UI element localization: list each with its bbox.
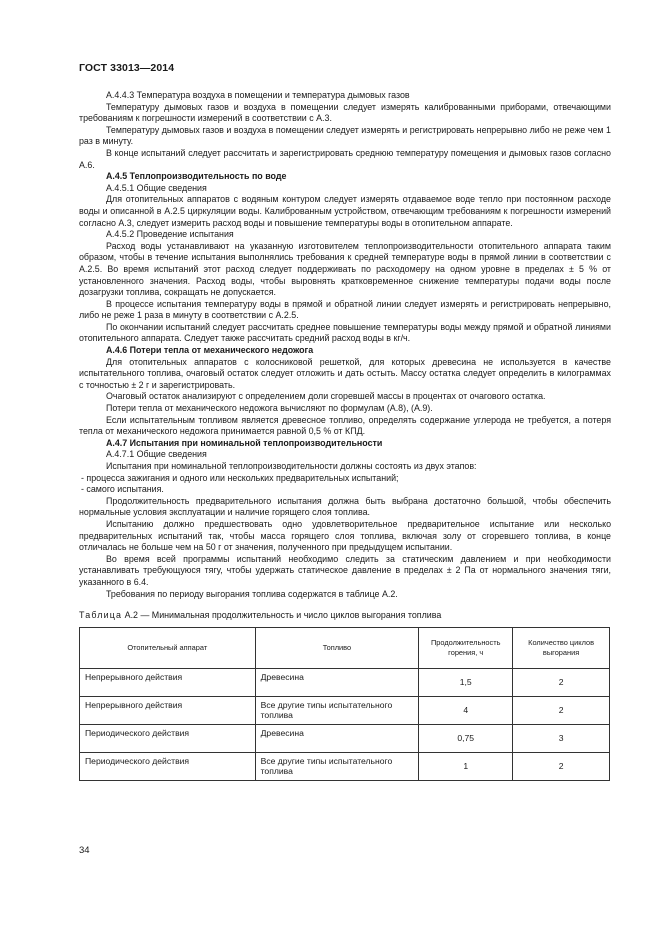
paragraph: Очаговый остаток анализируют с определением доли сгоревшей массы в процентах от очагового остатка.	[106, 391, 546, 402]
paragraph: Продолжительность предварительного испытания должна быть выбрана достаточно большой, чтобы обеспечить нормальные условия эксплуатации и наличие горящего слоя топлива.	[79, 495, 611, 518]
table-caption-label: Таблица	[79, 610, 123, 621]
cell-duration: 0,75	[419, 724, 513, 752]
cell-cycles: 2	[513, 696, 610, 724]
cell-cycles: 3	[513, 724, 610, 752]
text-section	[79, 90, 611, 600]
cell-fuel: Все другие типы испытательного топлива	[255, 752, 419, 780]
paragraph: Если испытательным топливом является древесное топливо, определять содержание углерода не требуется, а потеря тепла от механического недожога принимается равной 0,5 % от КПД.	[79, 414, 611, 437]
cell-fuel: Древесина	[255, 668, 419, 696]
cell-apparatus: Периодического действия	[80, 752, 256, 780]
cell-apparatus: Непрерывного действия	[80, 696, 256, 724]
paragraph: В процессе испытания температуру воды в прямой и обратной линии следует измерять и регистрировать непрерывно, либо не реже 1 раза в минуту в соответствии с А.2.5.	[79, 298, 611, 321]
paragraph: Для отопительных аппаратов с колосниковой решеткой, для которых древесина не используется в качестве испытательного топлива, очаговый остаток следует отложить и дать остыть. Массу остатка следует определить в килограммах с точностью ± 2 г и зарегистрировать.	[79, 356, 611, 390]
section-heading: А.4.7 Испытания при номинальной теплопроизводительности	[106, 437, 383, 448]
paragraph: Требования по периоду выгорания топлива содержатся в таблице А.2.	[106, 588, 398, 599]
table-row	[80, 724, 610, 752]
section-heading: А.4.5 Теплопроизводительность по воде	[106, 171, 287, 182]
table-row	[80, 668, 610, 696]
paragraph: Потери тепла от механического недожога вычисляют по формулам (А.8), (А.9).	[106, 403, 433, 414]
column-header-duration: Продолжительность горения, ч	[419, 627, 513, 668]
paragraph: Испытанию должно предшествовать одно удовлетворительное предварительное испытание или несколько предварительных испытаний так, чтобы масса горящего слоя топлива, включая золу от сгоревшего топлива, в конце отличалась не больше чем на 50 г от значения, полученного при предыдущем испытании.	[79, 518, 611, 553]
table-header-row	[80, 627, 610, 668]
table-caption	[79, 610, 611, 622]
column-header-fuel: Топливо	[255, 627, 419, 668]
paragraph: Испытания при номинальной теплопроизводительности должны состоять из двух этапов:	[106, 461, 477, 471]
cell-duration: 1	[419, 752, 513, 780]
cell-fuel: Все другие типы испытательного топлива	[255, 696, 419, 724]
paragraph: А.4.7.1 Общие сведения	[106, 449, 207, 460]
table-caption-text: А.2 — Минимальная продолжительность и число циклов выгорания топлива	[122, 610, 442, 621]
paragraph: А.4.4.3 Температура воздуха в помещении и температура дымовых газов	[106, 90, 410, 100]
paragraph: Температуру дымовых газов и воздуха в помещении следует измерять калиброванными приборами, отвечающими требованиям к погрешности измерений в соответствии с А.3.	[79, 101, 611, 124]
cell-duration: 4	[419, 696, 513, 724]
paragraph: Во время всей программы испытаний необходимо следить за статическим давлением и при необходимости устанавливать требующуюся тягу, чтобы удержать статическое давление в пределах ± 2 Па от нормального значения тяги, указанного в 6.4.	[79, 553, 611, 587]
list-item: - самого испытания.	[81, 484, 164, 495]
paragraph: А.4.5.1 Общие сведения	[106, 182, 207, 193]
paragraph: По окончании испытаний следует рассчитать среднее повышение температуры воды между прямой и обратной линиями отопительного аппарата. Следует также рассчитать средний расход воды в кг/ч.	[79, 321, 611, 344]
paragraph: Расход воды устанавливают на указанную изготовителем теплопроизводительности отопительного аппарата таким образом, чтобы в течение испытания выполнялись требования к средней температуре воды в прямой линии в соответствии с А.2.5. Во время испытаний этот расход следует поддерживать по расходомеру на одном уровне в пределах ± 5 % от установленного значения. Расход воды, чтобы выровнять кратковременное снижение температуры подачи воды после дозагрузки топлива, сокращать не допускается.	[79, 240, 611, 298]
paragraph: Для отопительных аппаратов с водяным контуром следует измерять отдаваемое воде тепло при постоянном расходе воды и описанной в А.2.5 циркуляции воды. Калиброванным устройством, отвечающим требованиям к погрешности измерений согласно А.3, следует измерить расход воды и повышение температуры воды в отопительном аппарате.	[79, 194, 611, 228]
cell-cycles: 2	[513, 752, 610, 780]
cell-apparatus: Непрерывного действия	[80, 668, 256, 696]
paragraph: В конце испытаний следует рассчитать и зарегистрировать среднюю температуру помещения и дымовых газов согласно А.6.	[79, 147, 611, 170]
table-row	[80, 696, 610, 724]
burnout-table	[79, 627, 610, 781]
page-number: 34	[79, 845, 90, 856]
section-heading: А.4.6 Потери тепла от механического недожога	[106, 345, 314, 356]
cell-fuel: Древесина	[255, 724, 419, 752]
paragraph: А.4.5.2 Проведение испытания	[106, 229, 234, 240]
list-item: - процесса зажигания и одного или нескольких предварительных испытаний;	[81, 472, 399, 483]
cell-duration: 1,5	[419, 668, 513, 696]
paragraph: Температуру дымовых газов и воздуха в помещении следует измерять и регистрировать непрерывно либо не реже чем 1 раз в минуту.	[79, 124, 611, 147]
document-body	[79, 90, 611, 781]
column-header-cycles: Количество циклов выгорания	[513, 627, 610, 668]
column-header-apparatus: Отопительный аппарат	[80, 627, 256, 668]
cell-apparatus: Периодического действия	[80, 724, 256, 752]
cell-cycles: 2	[513, 668, 610, 696]
page-header: ГОСТ 33013—2014	[79, 62, 175, 74]
table-row	[80, 752, 610, 780]
